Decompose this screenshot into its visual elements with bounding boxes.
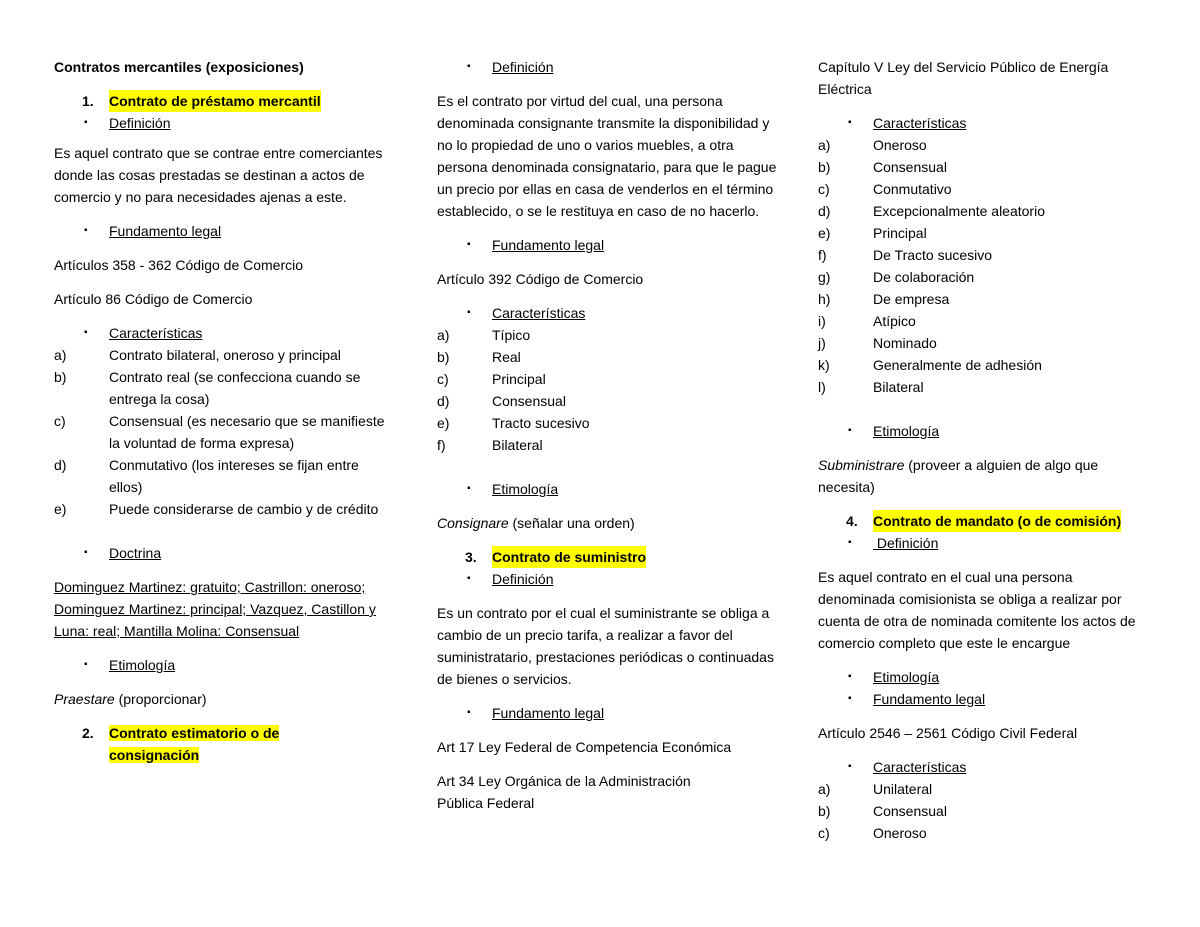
list-item: [54, 454, 394, 498]
section-number: 4.: [846, 513, 858, 529]
bullet-icon: ▪: [467, 483, 471, 494]
list-item-text: Consensual: [873, 803, 947, 819]
subheading-label: Características: [492, 305, 586, 321]
legal-article: Art 34 Ley Orgánica de la Administración Pública Federal: [437, 773, 691, 811]
legal-article: Artículo 86 Código de Comercio: [54, 291, 253, 307]
etymology-meaning: (proporcionar): [114, 691, 207, 707]
section-heading-4: [818, 510, 1148, 532]
subheading-label: Fundamento legal: [873, 691, 986, 707]
list-item-text: Oneroso: [873, 137, 927, 153]
list-item-text: Atípico: [873, 313, 916, 329]
list-item: [818, 332, 1148, 354]
etymology-meaning: (señalar una orden): [508, 515, 635, 531]
list-item-label: c): [818, 181, 830, 197]
list-item-label: k): [818, 357, 830, 373]
legal-article: Artículo 392 Código de Comercio: [437, 271, 644, 287]
subheading-label: Etimología: [873, 669, 940, 685]
list-item-label: d): [437, 393, 450, 409]
subheading-etimologia: [54, 654, 394, 676]
list-item-text: Principal: [492, 371, 546, 387]
subheading-label: Doctrina: [109, 545, 162, 561]
section-heading-1: [54, 90, 394, 112]
list-item: [818, 778, 1148, 800]
subheading-label: Definición: [492, 571, 554, 587]
list-item-text: Principal: [873, 225, 927, 241]
list-item-label: i): [818, 313, 826, 329]
bullet-icon: ▪: [467, 573, 471, 584]
list-item: [54, 498, 394, 520]
column-2: [437, 56, 777, 814]
document-title: Contratos mercantiles (exposiciones): [54, 59, 304, 75]
list-item-label: a): [818, 137, 831, 153]
subheading-fundamento: [437, 234, 777, 256]
list-item: [437, 434, 777, 456]
list-item-text: Consensual: [873, 159, 947, 175]
subheading-fundamento: [818, 688, 1148, 710]
list-item-label: f): [818, 247, 827, 263]
list-item-label: g): [818, 269, 831, 285]
subheading-caracteristicas: [54, 322, 394, 344]
list-item: [818, 244, 1148, 266]
list-item-text: Contrato bilateral, oneroso y principal: [109, 347, 341, 363]
bullet-icon: ▪: [84, 327, 88, 338]
bullet-icon: ▪: [84, 117, 88, 128]
list-item-text: Nominado: [873, 335, 937, 351]
etymology-word: Subministrare: [818, 457, 905, 473]
list-item-text: Contrato real (se confecciona cuando se entrega la cosa): [109, 369, 361, 407]
subheading-definicion-2: [437, 568, 777, 590]
list-item-label: e): [437, 415, 450, 431]
definition-paragraph-2: Es un contrato por el cual el suministrante se obliga a cambio de un precio tarifa, a realizar a favor del suministratario, prestaciones periódicas o continuadas de bienes o servicios.: [437, 605, 774, 687]
list-item-label: f): [437, 437, 446, 453]
subheading-label: Fundamento legal: [109, 223, 222, 239]
list-item-text: Consensual (es necesario que se manifieste la voluntad de forma expresa): [109, 413, 385, 451]
section-number: 2.: [82, 725, 94, 741]
list-item-label: j): [818, 335, 826, 351]
section-title: Contrato de mandato (o de comisión): [873, 510, 1121, 532]
list-item-text: Tracto sucesivo: [492, 415, 590, 431]
list-item-text: De Tracto sucesivo: [873, 247, 993, 263]
bullet-icon: ▪: [84, 547, 88, 558]
etymology-word: Praestare: [54, 691, 115, 707]
subheading-label: Definición: [109, 115, 171, 131]
subheading-definicion: [818, 532, 1148, 554]
list-item-label: h): [818, 291, 831, 307]
list-item-label: d): [818, 203, 831, 219]
subheading-doctrina: [54, 542, 394, 564]
section-title: Contrato de suministro: [492, 546, 646, 568]
list-item-label: d): [54, 457, 67, 473]
subheading-label: Fundamento legal: [492, 705, 605, 721]
subheading-label: Características: [873, 115, 967, 131]
list-item: [818, 266, 1148, 288]
list-item: [437, 412, 777, 434]
subheading-etimologia-2: [818, 666, 1148, 688]
bullet-icon: ▪: [84, 225, 88, 236]
list-item-text: De empresa: [873, 291, 950, 307]
list-item: [437, 324, 777, 346]
section-title: Contrato de préstamo mercantil: [109, 90, 321, 112]
bullet-icon: ▪: [84, 659, 88, 670]
characteristics-list: [818, 134, 1148, 398]
list-item-text: Bilateral: [492, 437, 543, 453]
list-item: [818, 134, 1148, 156]
legal-article: Art 17 Ley Federal de Competencia Económica: [437, 739, 732, 755]
column-1: [54, 56, 394, 766]
subheading-label: Definición: [873, 535, 939, 551]
legal-article: Artículos 358 - 362 Código de Comercio: [54, 257, 304, 273]
list-item: [818, 354, 1148, 376]
list-item-label: b): [437, 349, 450, 365]
list-item: [818, 288, 1148, 310]
etymology-word: Consignare: [437, 515, 509, 531]
list-item: [818, 376, 1148, 398]
bullet-icon: ▪: [848, 671, 852, 682]
list-item-label: e): [818, 225, 831, 241]
list-item-text: Conmutativo: [873, 181, 952, 197]
list-item: [437, 368, 777, 390]
subheading-label: Definición: [492, 59, 554, 75]
subheading-fundamento-2: [437, 702, 777, 724]
list-item-label: b): [54, 369, 67, 385]
list-item-label: c): [818, 825, 830, 841]
etymology-line: [818, 454, 1148, 498]
bullet-icon: ▪: [467, 239, 471, 250]
list-item-text: Real: [492, 349, 521, 365]
subheading-label: Fundamento legal: [492, 237, 605, 253]
subheading-caracteristicas: [437, 302, 777, 324]
subheading-label: Características: [109, 325, 203, 341]
list-item: [818, 822, 1148, 844]
list-item: [437, 346, 777, 368]
list-item: [54, 366, 394, 410]
list-item-text: Excepcionalmente aleatorio: [873, 203, 1045, 219]
list-item-text: Conmutativo (los intereses se fijan entre ellos): [109, 457, 359, 495]
section-number: 1.: [82, 93, 94, 109]
list-item: [818, 178, 1148, 200]
list-item: [54, 344, 394, 366]
subheading-label: Etimología: [109, 657, 176, 673]
list-item-text: De colaboración: [873, 269, 975, 285]
list-item-text: Típico: [492, 327, 531, 343]
list-item-label: c): [437, 371, 449, 387]
list-item-label: e): [54, 501, 67, 517]
section-title: Contrato estimatorio o de consignación: [109, 725, 280, 763]
characteristics-list: [54, 344, 394, 520]
list-item-text: Generalmente de adhesión: [873, 357, 1042, 373]
subheading-label: Etimología: [873, 423, 940, 439]
list-item-text: Unilateral: [873, 781, 933, 797]
subheading-etimologia: [437, 478, 777, 500]
etymology-meaning: (proveer a alguien de algo que necesita): [818, 457, 1099, 495]
list-item-label: a): [818, 781, 831, 797]
list-item: [54, 410, 394, 454]
list-item: [818, 156, 1148, 178]
section-heading-2: [54, 722, 394, 766]
definition-paragraph: Es aquel contrato en el cual una persona denominada comisionista se obliga a realizar por cuenta de otra de nominada comitente los actos de comercio completo que este le encargue: [818, 569, 1136, 651]
bullet-icon: ▪: [848, 693, 852, 704]
definition-paragraph: Es aquel contrato que se contrae entre comerciantes donde las cosas prestadas se destinan a actos de comercio y no para necesidades ajenas a este.: [54, 145, 383, 205]
list-item: [818, 310, 1148, 332]
list-item: [437, 390, 777, 412]
list-item-label: b): [818, 803, 831, 819]
bullet-icon: ▪: [467, 61, 471, 72]
definition-paragraph: Es el contrato por virtud del cual, una persona denominada consignante transmite la disponibilidad y no lo propiedad de uno o varios muebles, a otra persona denominada consignatario, para que le pague un precio por ellas en casa de venderlos en el término establecido, o se le restituya en caso de no hacerlo.: [437, 93, 777, 219]
characteristics-list: [437, 324, 777, 456]
subheading-label: Características: [873, 759, 967, 775]
list-item: [818, 800, 1148, 822]
subheading-definicion: [437, 56, 777, 78]
subheading-etimologia: [818, 420, 1148, 442]
list-item-label: c): [54, 413, 66, 429]
subheading-label: Etimología: [492, 481, 559, 497]
legal-article: Artículo 2546 – 2561 Código Civil Federal: [818, 725, 1078, 741]
characteristics-list-2: [818, 778, 1148, 844]
list-item-label: l): [818, 379, 826, 395]
bullet-icon: ▪: [467, 307, 471, 318]
subheading-caracteristicas-2: [818, 756, 1148, 778]
bullet-icon: ▪: [848, 537, 852, 548]
bullet-icon: ▪: [848, 117, 852, 128]
bullet-icon: ▪: [848, 761, 852, 772]
list-item-text: Bilateral: [873, 379, 924, 395]
list-item-label: a): [54, 347, 67, 363]
etymology-line: [437, 512, 777, 534]
section-number: 3.: [465, 549, 477, 565]
etymology-line: [54, 688, 394, 710]
list-item-label: a): [437, 327, 450, 343]
bullet-icon: ▪: [467, 707, 471, 718]
chapter-reference: Capítulo V Ley del Servicio Público de Energía Eléctrica: [818, 59, 1109, 97]
list-item-text: Consensual: [492, 393, 566, 409]
list-item-label: b): [818, 159, 831, 175]
list-item-text: Oneroso: [873, 825, 927, 841]
list-item: [818, 200, 1148, 222]
subheading-fundamento: [54, 220, 394, 242]
bullet-icon: ▪: [848, 425, 852, 436]
column-3: [818, 56, 1148, 844]
list-item: [818, 222, 1148, 244]
list-item-text: Puede considerarse de cambio y de crédito: [109, 501, 379, 517]
subheading-definicion: [54, 112, 394, 134]
section-heading-3: [437, 546, 777, 568]
subheading-caracteristicas: [818, 112, 1148, 134]
doctrina-paragraph: Dominguez Martinez: gratuito; Castrillon: oneroso; Dominguez Martinez: principal; Vazquez, Castillon y Luna: real; Mantilla Molina: Consensual: [54, 579, 376, 639]
